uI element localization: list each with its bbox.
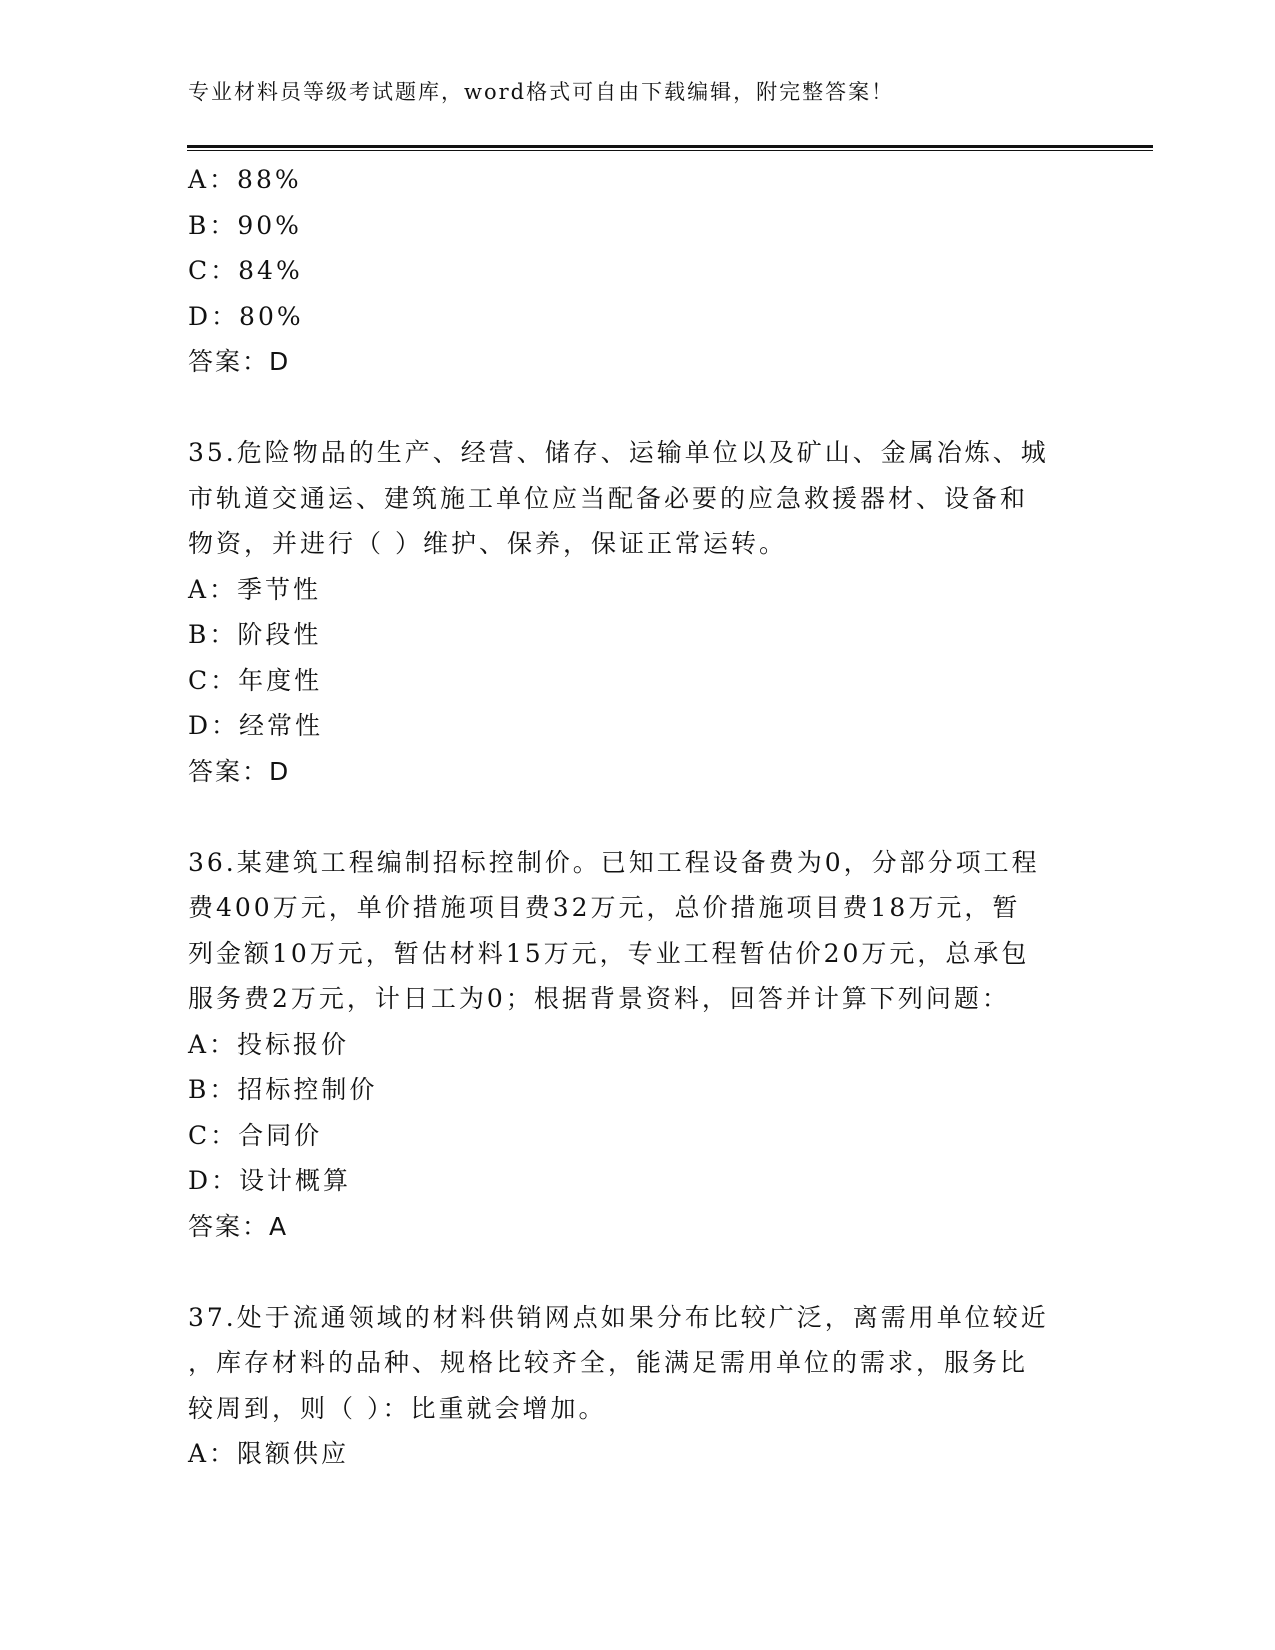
spacer — [188, 794, 1088, 840]
question-stem-line: 37.处于流通领域的材料供销网点如果分布比较广泛，离需用单位较近 — [188, 1302, 1049, 1332]
question-stem-line: 费400万元，单价措施项目费32万元，总价措施项目费18万元，暂 — [188, 893, 1021, 922]
question-content — [188, 157, 1088, 1477]
question-stem-line: 35.危险物品的生产、经营、储存、运输单位以及矿山、金属冶炼、城 — [188, 438, 1049, 467]
option-b: B：招标控制价 — [188, 1075, 378, 1104]
spacer — [188, 385, 1088, 431]
question-stem-line: 较周到，则（ ）：比重就会增加。 — [188, 1393, 607, 1423]
option-b: B：阶段性 — [188, 620, 322, 649]
answer-line: 答案：D — [188, 347, 291, 376]
option-c: C：合同价 — [188, 1120, 323, 1150]
option-d: D：经常性 — [188, 711, 324, 740]
question-stem-line: 物资，并进行（ ）维护、保养，保证正常运转。 — [188, 529, 787, 558]
question-37 — [188, 1295, 1088, 1477]
option-a: A：88% — [188, 165, 302, 194]
option-a: A：季节性 — [188, 574, 322, 604]
question-stem-line: 市轨道交通运、建筑施工单位应当配备必要的应急救援器材、设备和 — [188, 483, 1029, 513]
question-block-continued — [188, 157, 1088, 385]
question-stem-line: 36.某建筑工程编制招标控制价。已知工程设备费为0，分部分项工程 — [188, 847, 1040, 877]
option-a: A：投标报价 — [188, 1029, 350, 1059]
question-stem-line: 列金额10万元，暂估材料15万元，专业工程暂估价20万元，总承包 — [188, 938, 1030, 968]
option-d: D：80% — [188, 301, 304, 331]
question-stem-line: ，库存材料的品种、规格比较齐全，能满足需用单位的需求，服务比 — [188, 1348, 1029, 1377]
answer-line: 答案：D — [188, 756, 291, 786]
question-stem-line: 服务费2万元，计日工为0；根据背景资料，回答并计算下列问题： — [188, 984, 1010, 1013]
header-divider — [187, 145, 1153, 151]
option-c: C：年度性 — [188, 665, 323, 695]
question-35 — [188, 430, 1088, 794]
answer-line: 答案：A — [188, 1211, 289, 1241]
option-a: A：限额供应 — [188, 1439, 350, 1468]
question-36 — [188, 840, 1088, 1250]
option-b: B：90% — [188, 210, 302, 240]
page-header: 专业材料员等级考试题库，word格式可自由下载编辑，附完整答案！ — [188, 80, 895, 104]
option-d: D：设计概算 — [188, 1166, 352, 1195]
option-c: C：84% — [188, 256, 303, 285]
spacer — [188, 1249, 1088, 1295]
